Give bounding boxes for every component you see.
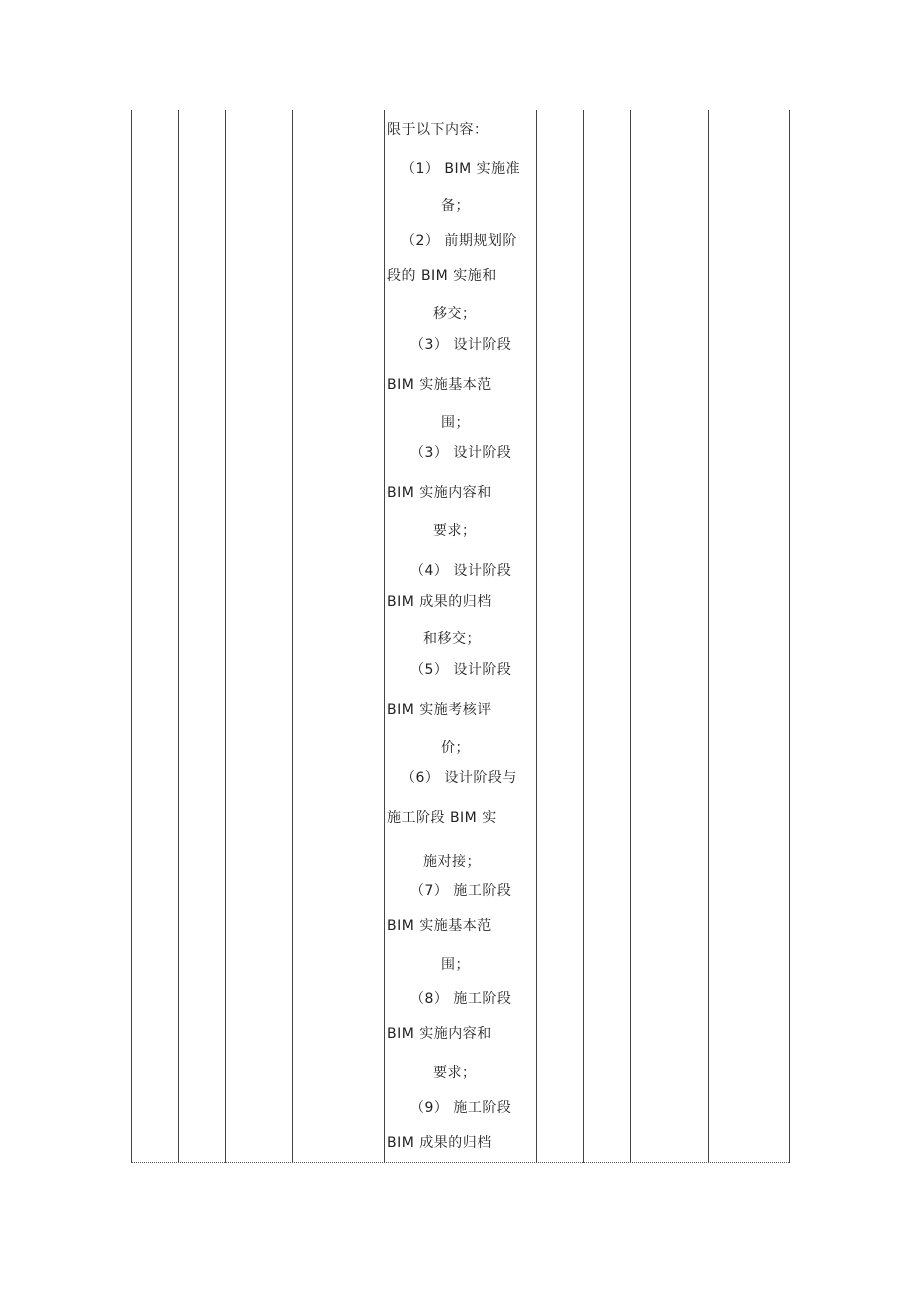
cell-text-line: 围； (441, 957, 470, 973)
cell-text-line: 要求； (433, 1065, 477, 1081)
cell-text-line: （6） 设计阶段与 (401, 770, 517, 786)
cell-text-line: 段的 BIM 实施和 (387, 268, 497, 284)
column-divider (292, 110, 293, 1163)
cell-text-line: BIM 成果的归档 (387, 1135, 492, 1151)
column-divider (583, 110, 584, 1163)
column-divider (225, 110, 226, 1163)
table-border-right (789, 110, 790, 1163)
cell-text-line: 和移交； (423, 631, 481, 647)
cell-text-line: BIM 实施基本范 (387, 377, 492, 393)
cell-text-line: 移交； (433, 306, 477, 322)
cell-text-line: 围； (441, 415, 470, 431)
cell-text-line: （3） 设计阶段 (410, 445, 512, 461)
cell-text-line: BIM 实施基本范 (387, 918, 492, 934)
cell-text-line: （5） 设计阶段 (410, 662, 512, 678)
cell-text-line: 施工阶段 BIM 实 (387, 810, 497, 826)
table-border-left (131, 110, 132, 1163)
cell-text-line: （3） 设计阶段 (410, 337, 512, 353)
cell-text-line: 限于以下内容： (387, 122, 489, 138)
cell-text-line: 要求； (433, 523, 477, 539)
column-divider (708, 110, 709, 1163)
cell-text-line: （9） 施工阶段 (410, 1100, 512, 1116)
cell-text-line: （2） 前期规划阶 (401, 233, 517, 249)
cell-text-line: BIM 实施内容和 (387, 1026, 492, 1042)
cell-text-line: （1） BIM 实施准 (401, 161, 521, 177)
column-divider (536, 110, 537, 1163)
cell-text-line: BIM 实施考核评 (387, 702, 492, 718)
table-border-bottom (131, 1162, 789, 1163)
cell-text-line: BIM 实施内容和 (387, 485, 492, 501)
cell-text-line: （4） 设计阶段 (410, 563, 512, 579)
column-divider (178, 110, 179, 1163)
cell-text-line: 价； (441, 740, 470, 756)
cell-text-line: 施对接； (423, 854, 481, 870)
cell-text-line: BIM 成果的归档 (387, 594, 492, 610)
column-divider (630, 110, 631, 1163)
column-divider (384, 110, 385, 1163)
cell-text-line: （8） 施工阶段 (410, 991, 512, 1007)
cell-text-line: （7） 施工阶段 (410, 883, 512, 899)
cell-text-line: 备； (441, 198, 470, 214)
